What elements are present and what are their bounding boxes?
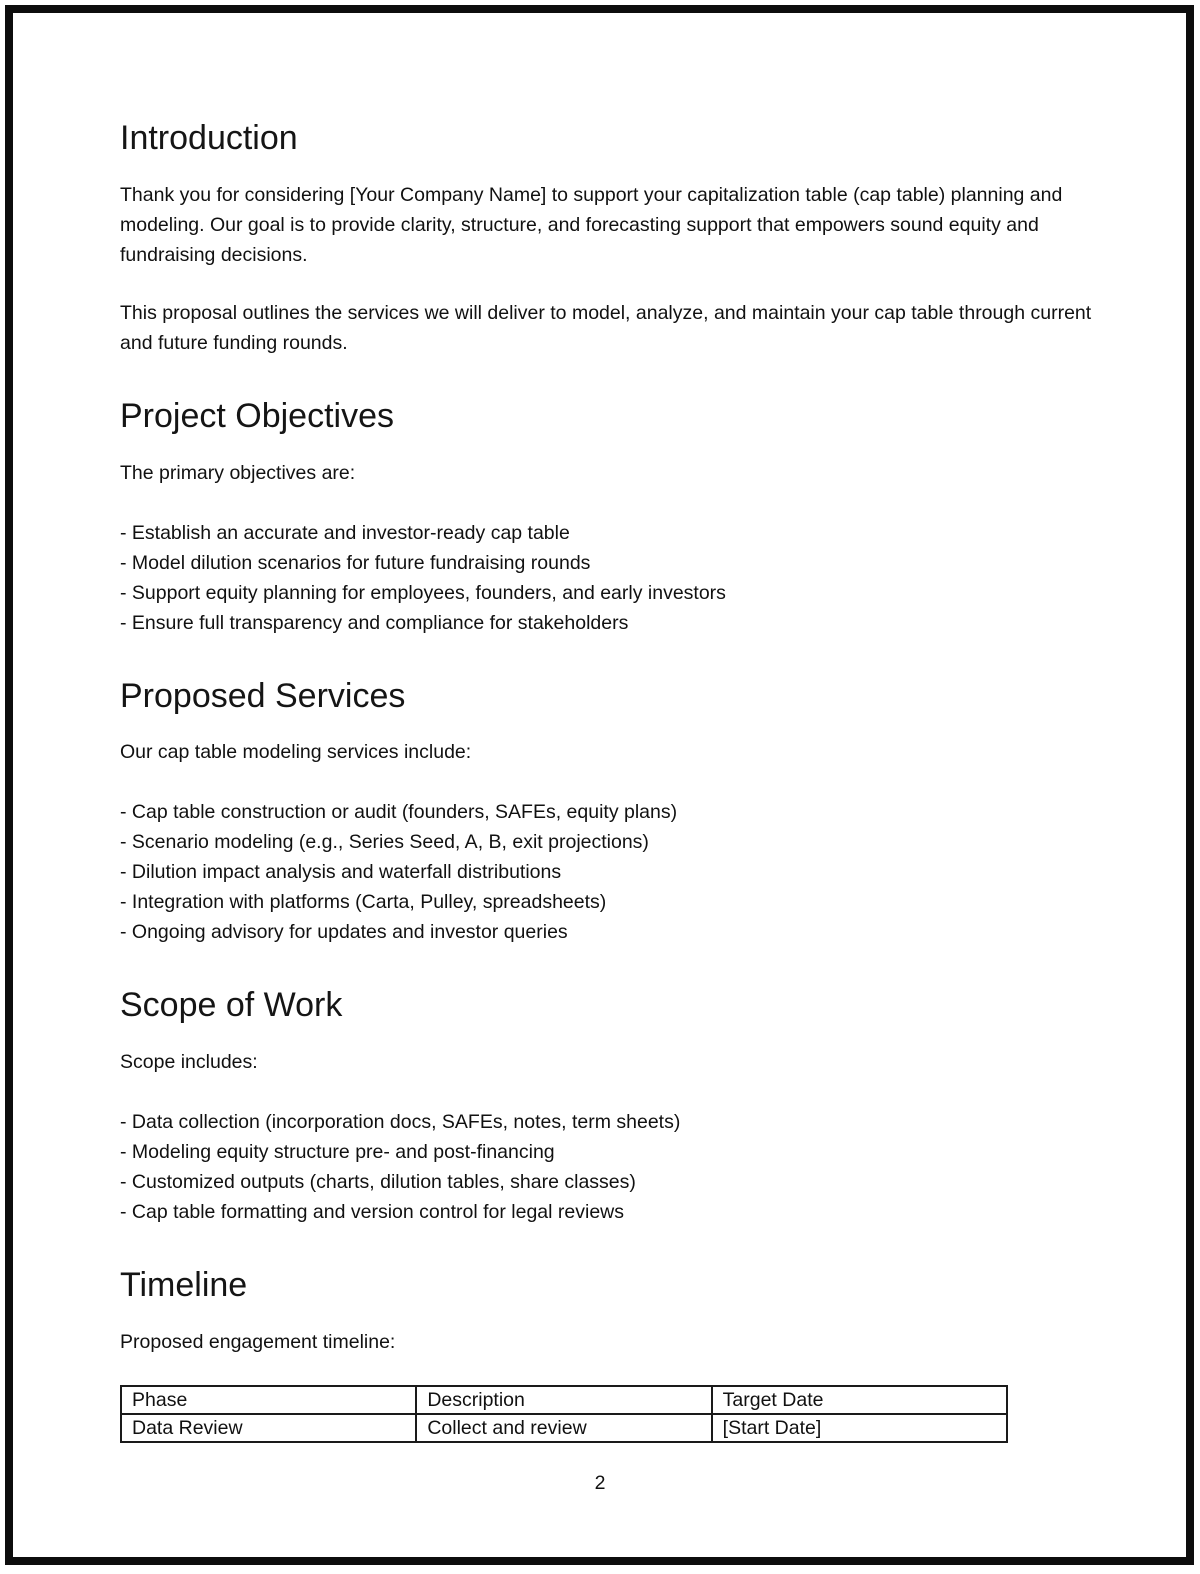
section-intro-text: Our cap table modeling services include: — [120, 741, 472, 764]
section-project-objectives — [120, 396, 1092, 638]
list-item: - Cap table formatting and version control for legal reviews — [120, 1201, 624, 1224]
section-heading: Project Objectives — [120, 396, 394, 435]
table-cell: Collect and review — [416, 1414, 711, 1442]
section-heading: Introduction — [120, 119, 298, 157]
list-item: - Scenario modeling (e.g., Series Seed, A, B, exit projections) — [120, 831, 649, 854]
table-header-cell: Description — [416, 1386, 711, 1414]
scope-list — [120, 1107, 1092, 1227]
paragraph: Thank you for considering [Your Company Name] to support your capitalization table (cap table) planning and modeling. Our goal is to provide clarity, structure, and forecasting support that empowers sound equity and fundraising decisions. — [120, 183, 1063, 266]
section-proposed-services — [120, 676, 1092, 948]
table-header-row — [121, 1386, 1007, 1414]
section-heading: Scope of Work — [120, 986, 343, 1025]
services-list — [120, 797, 1092, 947]
table-cell: Data Review — [121, 1414, 416, 1442]
table-header-cell: Phase — [121, 1386, 416, 1414]
list-item: - Establish an accurate and investor-ready cap table — [120, 521, 570, 544]
section-intro-text: Proposed engagement timeline: — [120, 1330, 396, 1353]
section-introduction — [120, 118, 1092, 358]
list-item: - Ensure full transparency and compliance for stakeholders — [120, 611, 629, 634]
list-item: - Cap table construction or audit (founders, SAFEs, equity plans) — [120, 801, 678, 824]
table-cell: [Start Date] — [712, 1414, 1007, 1442]
list-item: - Data collection (incorporation docs, SAFEs, notes, term sheets) — [120, 1111, 681, 1134]
list-item: - Model dilution scenarios for future fundraising rounds — [120, 551, 591, 574]
list-item: - Integration with platforms (Carta, Pulley, spreadsheets) — [120, 891, 607, 914]
paragraph: This proposal outlines the services we will deliver to model, analyze, and maintain your cap table through current and future funding rounds. — [120, 301, 1092, 354]
page-number: 2 — [594, 1472, 606, 1494]
list-item: - Support equity planning for employees, founders, and early investors — [120, 581, 726, 604]
section-timeline — [120, 1265, 1092, 1443]
section-intro-text: Scope includes: — [120, 1051, 258, 1074]
list-item: - Ongoing advisory for updates and investor queries — [120, 921, 568, 944]
objectives-list — [120, 518, 1092, 638]
section-intro-text: The primary objectives are: — [120, 461, 356, 484]
table-row — [121, 1414, 1007, 1442]
section-heading: Proposed Services — [120, 676, 406, 715]
table-header-cell: Target Date — [712, 1386, 1007, 1414]
timeline-table — [120, 1385, 1008, 1443]
list-item: - Dilution impact analysis and waterfall distributions — [120, 861, 562, 884]
list-item: - Customized outputs (charts, dilution tables, share classes) — [120, 1171, 636, 1194]
document-content — [120, 118, 1092, 1443]
section-heading: Timeline — [120, 1266, 248, 1305]
list-item: - Modeling equity structure pre- and post-financing — [120, 1141, 555, 1164]
section-scope-of-work — [120, 985, 1092, 1227]
